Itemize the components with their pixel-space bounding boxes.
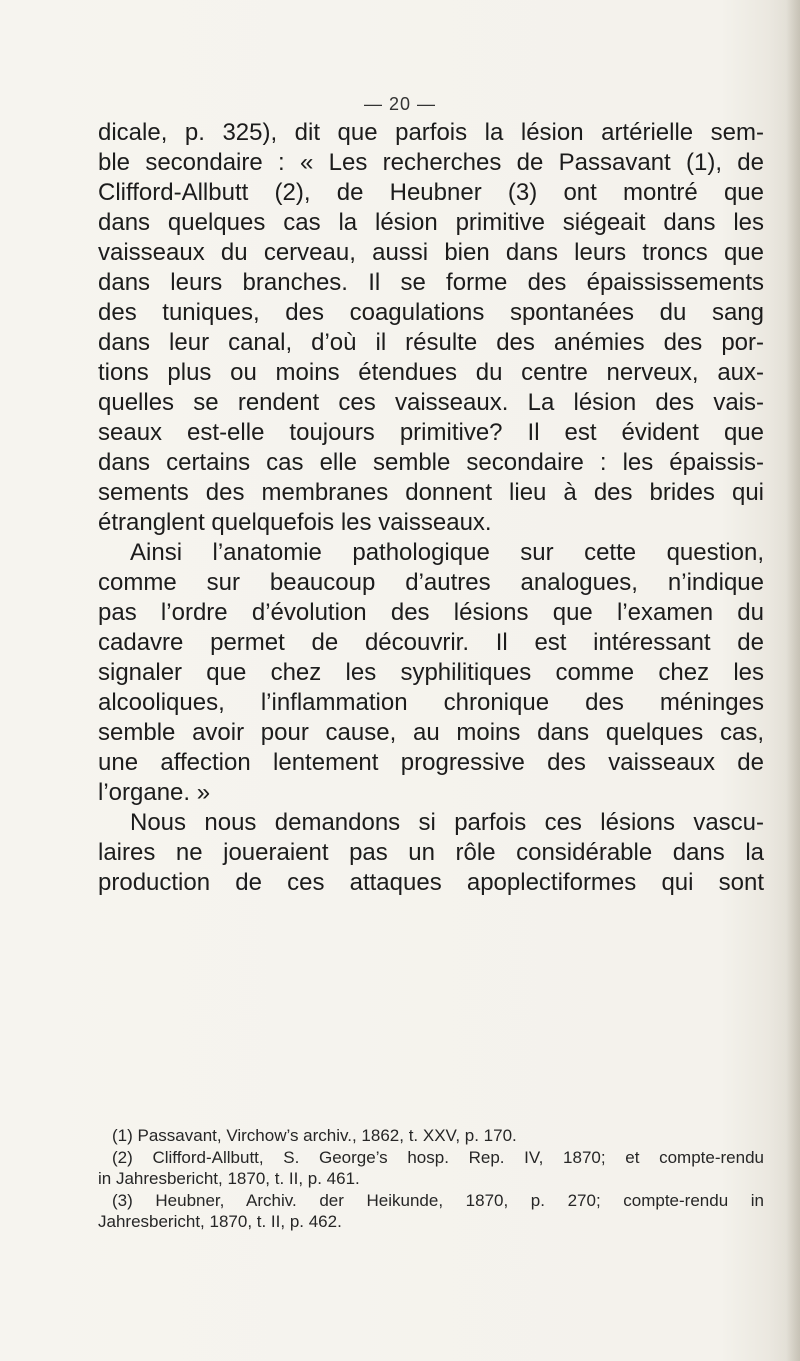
text-line: signaler que chez les syphilitiques comme chez les [98, 659, 764, 686]
text-line: dans leur canal, d’où il résulte des anémies des por- [98, 329, 764, 356]
text-line: quelles se rendent ces vaisseaux. La lésion des vais- [98, 389, 764, 416]
text-line: ble secondaire : « Les recherches de Passavant (1), de [98, 149, 764, 176]
footnote-3: (3) Heubner, Archiv. der Heikunde, 1870, p. 270; compte-rendu in [112, 1190, 764, 1210]
main-text [98, 118, 764, 898]
text-line: Clifford-Allbutt (2), de Heubner (3) ont montré que [98, 179, 764, 206]
text-line: dans leurs branches. Il se forme des épaississements [98, 269, 764, 296]
text-line: tions plus ou moins étendues du centre nerveux, aux- [98, 359, 764, 386]
text-line: semble avoir pour cause, au moins dans quelques cas, [98, 719, 764, 746]
text-line: dans certains cas elle semble secondaire : les épaissis- [98, 449, 764, 476]
text-line: production de ces attaques apoplectiformes qui sont [98, 869, 764, 896]
text-line: une affection lentement progressive des vaisseaux de [98, 749, 764, 776]
text-line: cadavre permet de découvrir. Il est intéressant de [98, 629, 764, 656]
text-line: dicale, p. 325), dit que parfois la lésion artérielle sem- [98, 119, 764, 146]
text-line: laires ne joueraient pas un rôle considérable dans la [98, 839, 764, 866]
footnotes [98, 1125, 764, 1233]
text-line: l’organe. » [98, 779, 211, 806]
text-line: sements des membranes donnent lieu à des brides qui [98, 479, 764, 506]
footnote-3-continued: Jahresbericht, 1870, t. II, p. 462. [98, 1212, 342, 1231]
page-number: — 20 — [363, 94, 437, 114]
paragraph-anatomy [98, 538, 764, 808]
text-line: Ainsi l’anatomie pathologique sur cette question, [130, 539, 764, 566]
text-line: alcooliques, l’inflammation chronique des méninges [98, 689, 764, 716]
paragraph-quote [98, 118, 764, 538]
footnote-1: (1) Passavant, Virchow’s archiv., 1862, t. XXV, p. 170. [112, 1126, 517, 1145]
text-line: comme sur beaucoup d’autres analogues, n’indique [98, 569, 764, 596]
footnote-2: (2) Clifford-Allbutt, S. George’s hosp. Rep. IV, 1870; et compte-rendu [112, 1147, 764, 1167]
text-line: vaisseaux du cerveau, aussi bien dans leurs troncs que [98, 239, 764, 266]
paragraph-question [98, 808, 764, 898]
footnote-2-continued: in Jahresbericht, 1870, t. II, p. 461. [98, 1169, 360, 1188]
text-line: étranglent quelquefois les vaisseaux. [98, 509, 492, 536]
text-line: dans quelques cas la lésion primitive siégeait dans les [98, 209, 764, 236]
text-line: des tuniques, des coagulations spontanées du sang [98, 299, 764, 326]
text-line: seaux est-elle toujours primitive? Il est évident que [98, 419, 764, 446]
page-edge-shadow [786, 0, 800, 1361]
text-line: pas l’ordre d’évolution des lésions que l’examen du [98, 599, 764, 626]
text-line: Nous nous demandons si parfois ces lésions vascu- [130, 809, 764, 836]
